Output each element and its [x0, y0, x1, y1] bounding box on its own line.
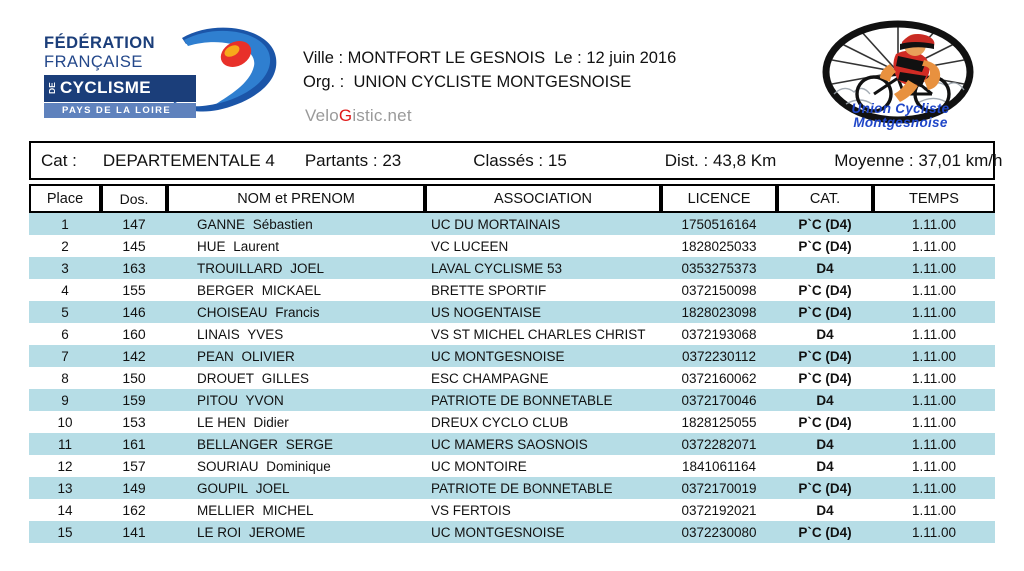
result-category: P`C (D4): [777, 521, 873, 543]
result-firstname: YVES: [243, 326, 284, 342]
result-name: [167, 235, 425, 257]
result-licence: 0372230080: [661, 521, 777, 543]
result-association: UC MONTGESNOISE: [425, 521, 661, 543]
result-name: [167, 367, 425, 389]
result-category: P`C (D4): [777, 345, 873, 367]
result-place: 8: [29, 367, 101, 389]
result-lastname: SOURIAU: [197, 458, 259, 474]
table-row: [29, 521, 995, 543]
result-place: 12: [29, 455, 101, 477]
result-place: 11: [29, 433, 101, 455]
result-firstname: MICHEL: [258, 502, 314, 518]
result-name: [167, 521, 425, 543]
header-temps: TEMPS: [873, 184, 995, 213]
city-value: MONTFORT LE GESNOIS: [347, 49, 546, 67]
result-firstname: YVON: [242, 392, 284, 408]
result-association: UC MONTGESNOISE: [425, 345, 661, 367]
result-time: 1.11.00: [873, 323, 995, 345]
result-association: UC MAMERS SAOSNOIS: [425, 433, 661, 455]
result-place: 7: [29, 345, 101, 367]
result-dossard: 162: [101, 499, 167, 521]
event-org-line: [303, 70, 676, 94]
result-licence: 0372150098: [661, 279, 777, 301]
result-name: [167, 345, 425, 367]
result-dossard: 142: [101, 345, 167, 367]
results-table: [29, 184, 995, 543]
result-name: [167, 433, 425, 455]
table-body: [29, 213, 995, 543]
result-lastname: GANNE: [197, 216, 246, 232]
club-name-line1: Union Cycliste: [851, 101, 950, 116]
result-licence: 1750516164: [661, 213, 777, 235]
classes-info: Classés : 15: [473, 150, 567, 170]
result-time: 1.11.00: [873, 455, 995, 477]
header-licence: LICENCE: [661, 184, 777, 213]
table-row: [29, 455, 995, 477]
city-label: Ville :: [303, 49, 344, 67]
result-association: VS ST MICHEL CHARLES CHRIST: [425, 323, 661, 345]
result-place: 1: [29, 213, 101, 235]
result-place: 6: [29, 323, 101, 345]
table-row: [29, 367, 995, 389]
result-place: 2: [29, 235, 101, 257]
result-licence: 1841061164: [661, 455, 777, 477]
result-licence: 0372282071: [661, 433, 777, 455]
result-dossard: 160: [101, 323, 167, 345]
event-info: [303, 46, 676, 94]
result-association: US NOGENTAISE: [425, 301, 661, 323]
result-dossard: 159: [101, 389, 167, 411]
result-name: [167, 411, 425, 433]
result-firstname: JEROME: [245, 524, 306, 540]
result-time: 1.11.00: [873, 389, 995, 411]
result-time: 1.11.00: [873, 257, 995, 279]
table-row: [29, 257, 995, 279]
result-licence: 0372170046: [661, 389, 777, 411]
result-place: 15: [29, 521, 101, 543]
result-firstname: Didier: [249, 414, 289, 430]
result-firstname: OLIVIER: [237, 348, 295, 364]
moyenne-info: Moyenne : 37,01 km/h: [834, 150, 1003, 170]
result-name: [167, 455, 425, 477]
result-association: VS FERTOIS: [425, 499, 661, 521]
result-dossard: 141: [101, 521, 167, 543]
result-dossard: 147: [101, 213, 167, 235]
watermark-before: Velo: [305, 106, 339, 125]
result-time: 1.11.00: [873, 235, 995, 257]
result-licence: 0372170019: [661, 477, 777, 499]
result-name: [167, 499, 425, 521]
result-category: D4: [777, 499, 873, 521]
result-licence: 0372192021: [661, 499, 777, 521]
race-info-bar: [29, 141, 1003, 180]
table-row: [29, 323, 995, 345]
result-place: 9: [29, 389, 101, 411]
result-category: P`C (D4): [777, 235, 873, 257]
federation-region: PAYS DE LA LOIRE: [44, 103, 196, 118]
result-dossard: 150: [101, 367, 167, 389]
result-name: [167, 279, 425, 301]
result-dossard: 149: [101, 477, 167, 499]
result-category: P`C (D4): [777, 367, 873, 389]
result-lastname: HUE: [197, 238, 226, 254]
result-category: P`C (D4): [777, 411, 873, 433]
result-firstname: JOEL: [286, 260, 325, 276]
result-firstname: Laurent: [229, 238, 280, 254]
partants-info: Partants : 23: [304, 150, 402, 170]
result-category: D4: [777, 455, 873, 477]
result-place: 13: [29, 477, 101, 499]
result-lastname: CHOISEAU: [197, 304, 268, 320]
result-place: 5: [29, 301, 101, 323]
result-lastname: PITOU: [197, 392, 239, 408]
result-time: 1.11.00: [873, 367, 995, 389]
federation-line2: FRANÇAISE: [44, 53, 143, 71]
result-category: P`C (D4): [777, 301, 873, 323]
result-association: ESC CHAMPAGNE: [425, 367, 661, 389]
result-time: 1.11.00: [873, 279, 995, 301]
result-dossard: 157: [101, 455, 167, 477]
table-row: [29, 235, 995, 257]
result-time: 1.11.00: [873, 521, 995, 543]
table-row: [29, 499, 995, 521]
table-row: [29, 213, 995, 235]
header-place: Place: [29, 184, 101, 213]
result-lastname: LINAIS: [197, 326, 240, 342]
result-firstname: Dominique: [262, 458, 331, 474]
watermark-accent: G: [338, 106, 353, 125]
result-association: BRETTE SPORTIF: [425, 279, 661, 301]
result-name: [167, 323, 425, 345]
result-name: [167, 213, 425, 235]
result-lastname: BELLANGER: [197, 436, 279, 452]
table-header-row: [29, 184, 995, 213]
result-dossard: 153: [101, 411, 167, 433]
result-place: 3: [29, 257, 101, 279]
result-lastname: LE HEN: [197, 414, 246, 430]
result-licence: 0372160062: [661, 367, 777, 389]
result-place: 10: [29, 411, 101, 433]
result-lastname: BERGER: [197, 282, 255, 298]
document-header: [0, 0, 1024, 138]
result-dossard: 145: [101, 235, 167, 257]
result-licence: 0372193068: [661, 323, 777, 345]
result-time: 1.11.00: [873, 301, 995, 323]
org-value: UNION CYCLISTE MONTGESNOISE: [353, 73, 632, 91]
cat-label: Cat :: [41, 150, 77, 170]
result-licence: 0372230112: [661, 345, 777, 367]
result-dossard: 155: [101, 279, 167, 301]
federation-cyclisme-bar: [44, 75, 196, 102]
result-firstname: SERGE: [282, 436, 334, 452]
result-time: 1.11.00: [873, 499, 995, 521]
result-lastname: GOUPIL: [197, 480, 249, 496]
header-dos: Dos.: [101, 184, 167, 213]
date-value: 12 juin 2016: [586, 49, 677, 67]
header-nom: NOM et PRENOM: [167, 184, 425, 213]
table-row: [29, 345, 995, 367]
result-firstname: MICKAEL: [258, 282, 322, 298]
result-firstname: Sébastien: [249, 216, 313, 232]
result-category: D4: [777, 323, 873, 345]
watermark-after: istic.net: [352, 106, 412, 125]
result-category: P`C (D4): [777, 213, 873, 235]
table-head: [29, 184, 995, 213]
result-lastname: LE ROI: [197, 524, 242, 540]
header-association: ASSOCIATION: [425, 184, 661, 213]
club-logo: [812, 20, 984, 132]
result-dossard: 146: [101, 301, 167, 323]
result-association: DREUX CYCLO CLUB: [425, 411, 661, 433]
result-association: UC DU MORTAINAIS: [425, 213, 661, 235]
distance-info: Dist. : 43,8 Km: [664, 150, 777, 170]
federation-line1: FÉDÉRATION: [44, 34, 156, 52]
result-association: PATRIOTE DE BONNETABLE: [425, 477, 661, 499]
result-name: [167, 301, 425, 323]
result-category: D4: [777, 257, 873, 279]
club-name: [818, 102, 983, 130]
date-label: Le :: [554, 49, 582, 67]
result-lastname: PEAN: [197, 348, 234, 364]
result-time: 1.11.00: [873, 213, 995, 235]
result-firstname: JOEL: [252, 480, 290, 496]
result-time: 1.11.00: [873, 477, 995, 499]
result-association: PATRIOTE DE BONNETABLE: [425, 389, 661, 411]
table-row: [29, 433, 995, 455]
result-lastname: MELLIER: [197, 502, 255, 518]
club-name-line2: Montgesnoise: [853, 115, 948, 130]
result-time: 1.11.00: [873, 433, 995, 455]
result-place: 4: [29, 279, 101, 301]
result-licence: 1828025033: [661, 235, 777, 257]
result-category: P`C (D4): [777, 477, 873, 499]
org-label: Org. :: [303, 73, 345, 91]
result-category: P`C (D4): [777, 279, 873, 301]
result-firstname: GILLES: [258, 370, 310, 386]
result-place: 14: [29, 499, 101, 521]
result-dossard: 161: [101, 433, 167, 455]
header-cat: CAT.: [777, 184, 873, 213]
results-table-container: [29, 184, 995, 543]
result-association: UC MONTOIRE: [425, 455, 661, 477]
result-firstname: Francis: [271, 304, 320, 320]
table-row: [29, 301, 995, 323]
result-licence: 1828023098: [661, 301, 777, 323]
result-time: 1.11.00: [873, 345, 995, 367]
federation-logo: [36, 28, 256, 128]
result-category: D4: [777, 433, 873, 455]
result-name: [167, 389, 425, 411]
federation-wordmark: [44, 34, 194, 118]
result-association: LAVAL CYCLISME 53: [425, 257, 661, 279]
result-lastname: TROUILLARD: [197, 260, 283, 276]
result-name: [167, 477, 425, 499]
event-city-line: [303, 46, 676, 70]
watermark: [305, 106, 412, 126]
result-licence: 1828125055: [661, 411, 777, 433]
result-licence: 0353275373: [661, 257, 777, 279]
table-row: [29, 279, 995, 301]
result-name: [167, 257, 425, 279]
result-time: 1.11.00: [873, 411, 995, 433]
result-dossard: 163: [101, 257, 167, 279]
table-row: [29, 389, 995, 411]
table-row: [29, 477, 995, 499]
result-association: VC LUCEEN: [425, 235, 661, 257]
federation-cyclisme: CYCLISME: [60, 78, 152, 97]
table-row: [29, 411, 995, 433]
federation-de: DE: [47, 82, 57, 94]
result-category: D4: [777, 389, 873, 411]
cat-value: DEPARTEMENTALE 4: [102, 150, 275, 170]
result-lastname: DROUET: [197, 370, 254, 386]
